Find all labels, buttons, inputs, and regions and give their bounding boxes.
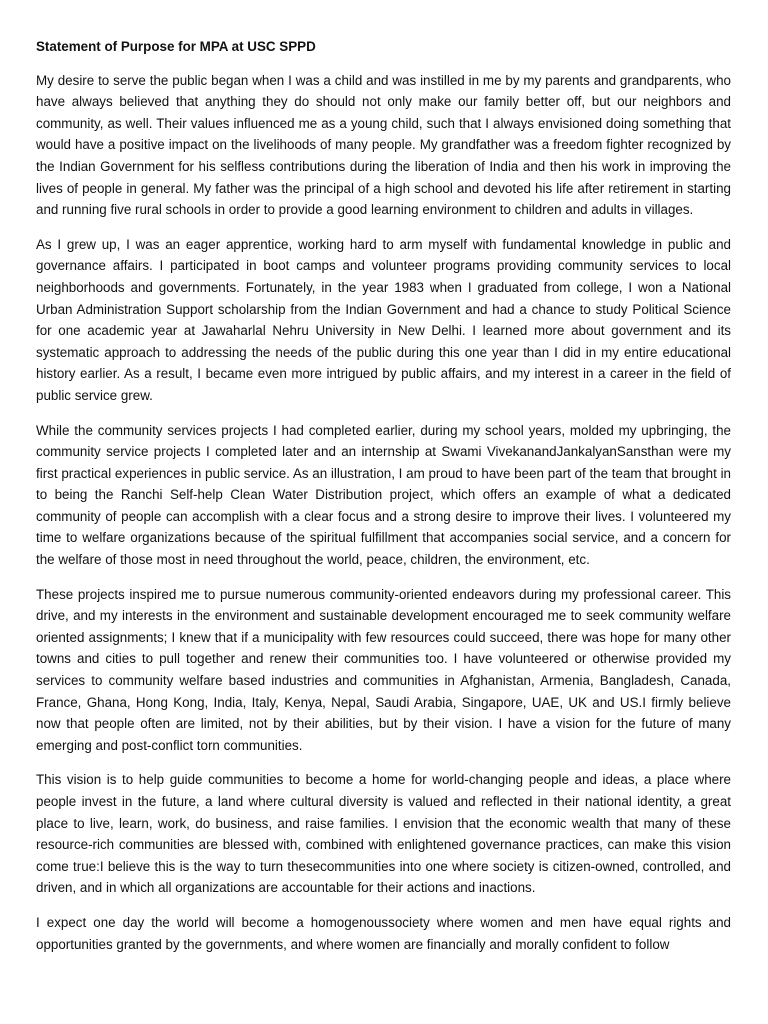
paragraph-5: This vision is to help guide communities to become a home for world-changing people and ideas, a place where people invest in the future, a land where cultural diversity is valued and reflected in their national identity, a great place to live, learn, work, do business, and raise families. I envision that the economic wealth that many of these resource-rich communities are blessed with, combined with enlightened governance practices, can make this vision come true:I believe this is the way to turn thesecommunities into one where society is citizen-owned, controlled, and driven, and in which all organizations are accountable for their actions and inactions. [36, 772, 731, 896]
paragraph-1: My desire to serve the public began when I was a child and was instilled in me by my parents and grandparents, who have always believed that anything they do should not only make our family better off, but our neighbors and community, as well. Their values influenced me as a young child, such that I always envisioned doing something that would have a positive impact on the livelihoods of many people. My grandfather was a freedom fighter recognized by the Indian Government for his selfless contributions during the liberation of India and then his work in improving the lives of people in general. My father was the principal of a high school and devoted his life after retirement in starting and running five rural schools in order to provide a good learning environment to children and adults in villages. [36, 72, 731, 218]
document-title: Statement of Purpose for MPA at USC SPPD [36, 39, 316, 54]
paragraph-3: While the community services projects I had completed earlier, during my school years, molded my upbringing, the community service projects I completed later and an internship at Swami VivekanandJankalyanSansthan were my first practical experiences in public service. As an illustration, I am proud to have been part of the team that brought in to being the Ranchi Self-help Clean Water Distribution project, which offers an example of what a dedicated community of people can accomplish with a clear focus and a strong desire to improve their lives. I volunteered my time to welfare organizations because of the spiritual fulfillment that accompanies social service, and a concern for the welfare of those most in need throughout the world, peace, children, the environment, etc. [36, 422, 731, 568]
document-page [36, 36, 731, 955]
paragraph-4: These projects inspired me to pursue numerous community-oriented endeavors during my professional career. This drive, and my interests in the environment and sustainable development encouraged me to seek community welfare oriented assignments; I knew that if a municipality with few resources could succeed, there was hope for many other towns and cities to pull together and renew their communities too. I have volunteered or otherwise provided my services to community welfare based industries and communities in Afghanistan, Armenia, Bangladesh, Canada, France, Ghana, Hong Kong, India, Italy, Kenya, Nepal, Saudi Arabia, Singapore, UAE, UK and US.I firmly believe now that people often are limited, not by their abilities, but by their vision. I have a vision for the future of many emerging and post-conflict torn communities. [36, 586, 731, 753]
paragraph-2: As I grew up, I was an eager apprentice, working hard to arm myself with fundamental knowledge in public and governance affairs. I participated in boot camps and volunteer programs providing community services to local neighborhoods and governments. Fortunately, in the year 1983 when I graduated from college, I won a National Urban Administration Support scholarship from the Indian Government and had a chance to study Political Science for one academic year at Jawaharlal Nehru University in New Delhi. I learned more about government and its systematic approach to addressing the needs of the public during this one year than I did in my entire educational history earlier. As a result, I became even more intrigued by public affairs, and my interest in a career in the field of public service grew. [36, 236, 731, 403]
paragraph-6: I expect one day the world will become a homogenoussociety where women and men have equal rights and opportunities granted by the governments, and where women are financially and morally confident to follow [36, 914, 731, 952]
